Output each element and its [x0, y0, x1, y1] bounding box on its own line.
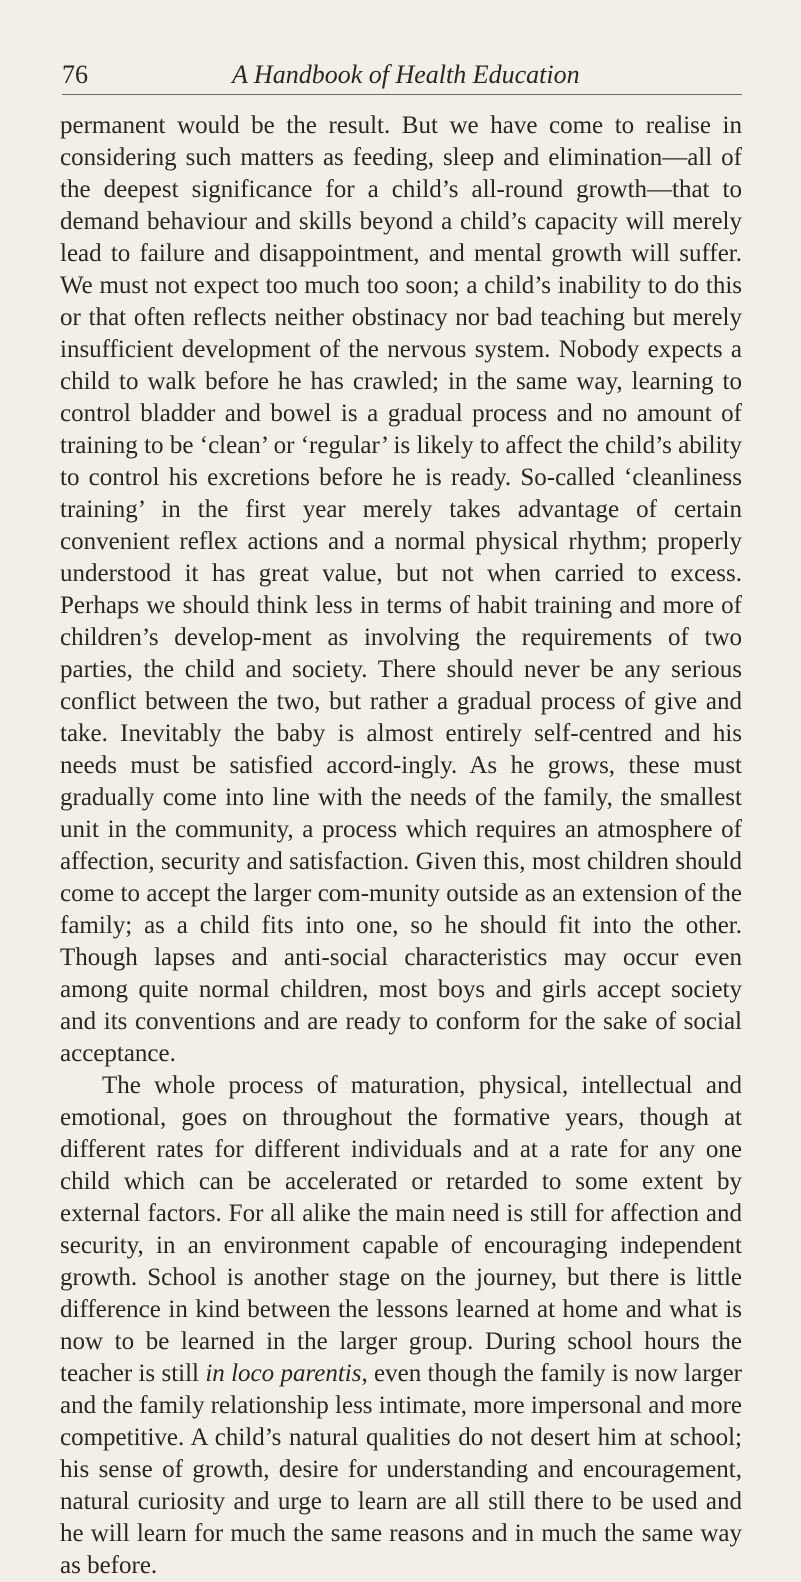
paragraph-1: permanent would be the result. But we have come to realise in considering such matters as feeding, sleep and elimination—all of the deepest significance for a child’s all-round growth—that to demand behaviour and skills beyond a child’s capacity will merely lead to failure and disappointment, and mental growth will suffer. We must not expect too much too soon; a child’s inability to do this or that often reflects neither obstinacy nor bad teaching but merely insufficient development of the nervous system. Nobody expects a child to walk before he has crawled; in the same way, learning to control bladder and bowel is a gradual process and no amount of training to be ‘clean’ or ‘regular’ is likely to affect the child’s ability to control his excretions before he is ready. So-called ‘cleanliness training’ in the first year merely takes advantage of certain convenient reflex actions and a normal physical rhythm; properly understood it has great value, but not when carried to excess. Perhaps we should think less in terms of habit training and more of children’s develop-ment as involving the requirements of two parties, the child and society. There should never be any serious conflict between the two, but rather a gradual process of give and take. Inevitably the baby is almost entirely self-centred and his needs must be satisfied accord-ingly. As he grows, these must gradually come into line with the needs of the family, the smallest unit in the community, a process which requires an atmosphere of affection, security and satisfaction. Given this, most children should come to accept the larger com-munity outside as an extension of the family; as a child fits into one, so he should fit into the other. Though lapses and anti-social characteristics may occur even among quite normal children, most boys and girls accept society and its conventions and are ready to conform for the sake of social acceptance.: [60, 112, 742, 1067]
running-title-of: of: [368, 60, 389, 89]
running-title-end: Health Education: [388, 60, 580, 89]
running-title: [232, 58, 580, 92]
running-title-start: A Handbook: [232, 60, 369, 89]
paragraph-2: [60, 1070, 742, 1582]
running-head: [62, 58, 742, 95]
italic-phrase: in loco parentis: [205, 1360, 362, 1387]
page-number: 76: [62, 60, 88, 89]
body-text: [60, 110, 742, 1582]
paragraph-2-text-start: The whole process of maturation, physical, intellectual and emotional, goes on throughout the formative years, though at different rates for different individuals and at a rate for any one child which can be accelerated or retarded to some extent by external factors. For all alike the main need is still for affection and security, in an environment capable of encouraging independent growth. School is another stage on the journey, but there is little difference in kind between the lessons learned at home and what is now to be learned in the larger group. During school hours the teacher is still: [60, 1072, 742, 1387]
paragraph-2-text-end: , even though the family is now larger and the family relationship less intimate, more impersonal and more competitive. A child’s natural qualities do not desert him at school; his sense of growth, desire for understanding and encouragement, natural curiosity and urge to learn are all still there to be used and he will learn for much the same reasons and in much the same way as before.: [60, 1360, 742, 1579]
